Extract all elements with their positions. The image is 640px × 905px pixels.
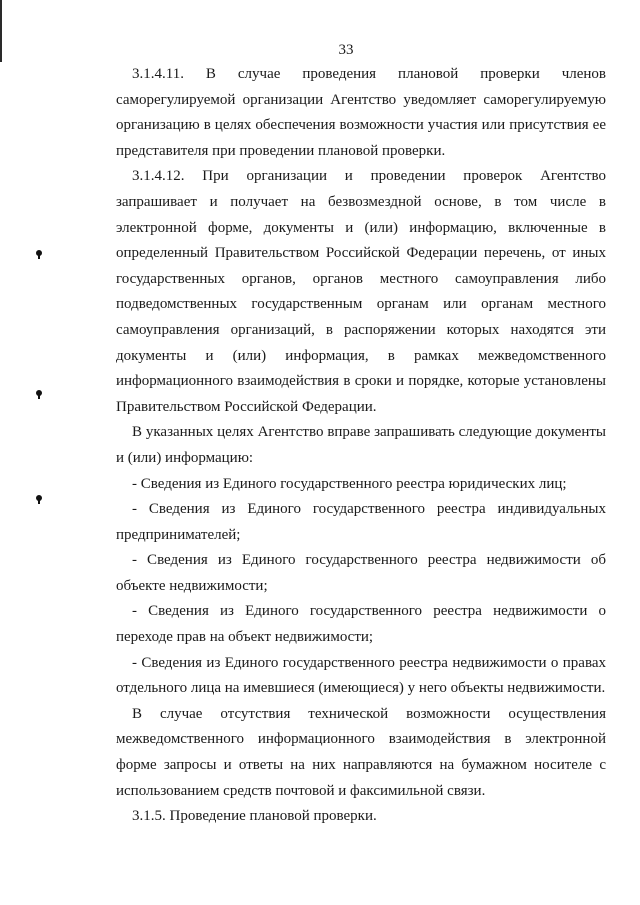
paragraph-3-1-4-12: 3.1.4.12. При организации и проведении проверок Агентство запрашивает и получает на безвозмездной основе, в том числе в электронной форме, документы и (или) информацию, включенные в определенный Правительством Российской Федерации перечень, от иных государственных органов, органов местного самоуправления либо подведомственных государственным органам или органам местного самоуправления организаций, в распоряжении которых находятся эти документы и (или) информация, в рамках межведомственного информационного взаимодействия в сроки и порядке, которые установлены Правительством Российской Федерации. (116, 168, 606, 415)
margin-mark (36, 390, 42, 396)
margin-mark (36, 495, 42, 501)
list-item-entrepreneurs-register: - Сведения из Единого государственного реестра индивидуальных предпринимателей; (116, 501, 606, 543)
list-item-real-estate-transfer: - Сведения из Единого государственного реестра недвижимости о переходе прав на объект недвижимости; (116, 603, 606, 646)
page-number: 33 (338, 42, 354, 58)
list-item-legal-entities-register: - Сведения из Единого государственного реестра юридических лиц; (132, 475, 567, 492)
margin-mark (36, 250, 42, 256)
paragraph-3-1-5: 3.1.5. Проведение плановой проверки. (132, 808, 377, 825)
paragraph-requested-documents-intro: В указанных целях Агентство вправе запрашивать следующие документы и (или) информацию: (116, 424, 606, 466)
paragraph-3-1-4-11: 3.1.4.11. В случае проведения плановой проверки членов саморегулируемой организации Агентство уведомляет саморегулируемую организацию в целях обеспечения возможности участия или присутствия ее представителя при проведении плановой проверки. (116, 66, 606, 159)
paragraph-paper-requests: В случае отсутствия технической возможности осуществления межведомственного информационного взаимодействия в электронной форме запросы и ответы на них направляются на бумажном носителе с использованием средств почтовой и факсимильной связи. (116, 705, 606, 799)
document-body (116, 62, 606, 830)
list-item-real-estate-object: - Сведения из Единого государственного реестра недвижимости об объекте недвижимости; (116, 552, 606, 594)
list-item-real-estate-rights: - Сведения из Единого государственного реестра недвижимости о правах отдельного лица на имевшиеся (имеющиеся) у него объекты недвижимости. (116, 654, 606, 697)
